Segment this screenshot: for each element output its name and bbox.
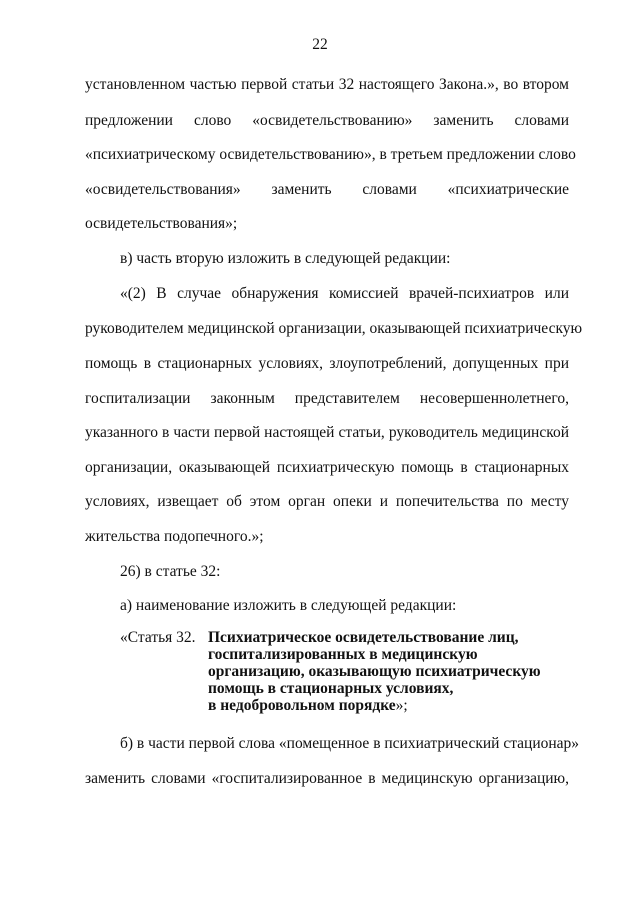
text-line: «освидетельствования» заменить словами «психиатрические bbox=[85, 181, 569, 198]
text-line: «(2) В случае обнаружения комиссией врачей-психиатров или bbox=[120, 285, 569, 302]
text-line: а) наименование изложить в следующей редакции: bbox=[120, 597, 457, 614]
text-line: предложении слово «освидетельствованию» заменить словами bbox=[85, 112, 569, 129]
article-title-line: организацию, оказывающую психиатрическую bbox=[208, 663, 541, 680]
text-line: госпитализации законным представителем несовершеннолетнего, bbox=[85, 390, 569, 407]
text-line: помощь в стационарных условиях, злоупотреблений, допущенных при bbox=[85, 355, 569, 372]
text-line: организации, оказывающей психиатрическую помощь в стационарных bbox=[85, 459, 569, 476]
article-title-line: в недобровольном порядке bbox=[208, 697, 396, 714]
article-title-closing: »; bbox=[395, 697, 408, 714]
text-line: заменить словами «госпитализированное в медицинскую организацию, bbox=[85, 770, 569, 787]
text-line: жительства подопечного.»; bbox=[85, 528, 264, 545]
text-line: руководителем медицинской организации, оказывающей психиатрическую bbox=[85, 320, 583, 337]
text-line: «психиатрическому освидетельствованию», в третьем предложении слово bbox=[85, 146, 576, 163]
article-label: «Статья 32. bbox=[120, 629, 196, 646]
page-number: 22 bbox=[312, 36, 328, 53]
article-title-line: госпитализированных в медицинскую bbox=[208, 646, 478, 663]
text-line: указанного в части первой настоящей статьи, руководитель медицинской bbox=[85, 424, 569, 441]
article-title-line: Психиатрическое освидетельствование лиц, bbox=[208, 629, 519, 646]
article-title bbox=[208, 629, 588, 714]
text-line: б) в части первой слова «помещенное в психиатрический стационар» bbox=[120, 735, 580, 752]
text-line: условиях, извещает об этом орган опеки и попечительства по месту bbox=[85, 493, 569, 510]
text-line: установленном частью первой статьи 32 настоящего Закона.», во втором bbox=[85, 76, 569, 93]
text-line: 26) в статье 32: bbox=[120, 563, 221, 580]
article-title-line: помощь в стационарных условиях, bbox=[208, 680, 454, 697]
text-line: освидетельствования»; bbox=[85, 215, 238, 232]
text-line: в) часть вторую изложить в следующей редакции: bbox=[120, 250, 451, 267]
